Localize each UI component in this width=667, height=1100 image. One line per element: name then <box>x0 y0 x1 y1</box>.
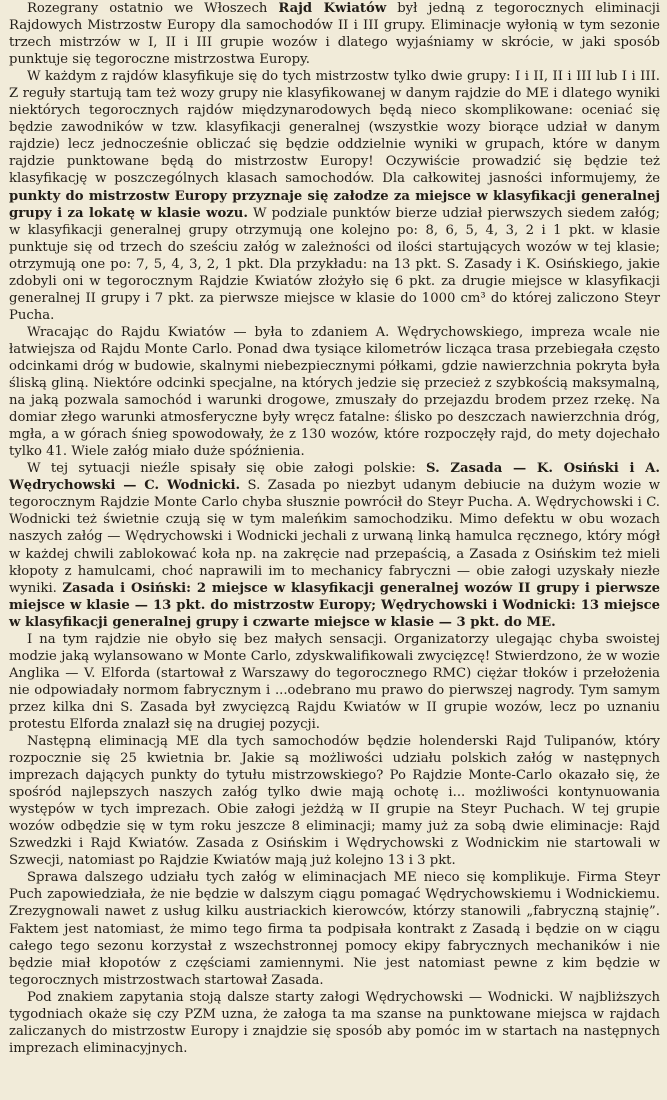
text-segment: W tej sytuacji nieźle spisały się obie załogi polskie: <box>27 461 427 477</box>
article-paragraph <box>9 733 660 869</box>
article-paragraph <box>9 324 660 460</box>
text-segment: Rozegrany ostatnio we Włoszech <box>27 1 279 16</box>
text-segment: I na tym rajdzie nie obyło się bez małych sensacji. Organizatorzy ulegając chyba swoistej modzie jaką wylansowano w Monte Carlo, zdyskwalifikowali zwycięzcę! Stwierdzono, że w wozie Anglika — V. Elforda (startował z Warszawy do tegorocznego RMC) ciężar tłoków i przełożenia nie odpowiadały normom fabrycznym i ...odebrano mu prawo do pierwszej nagrody. Tym samym przez kilka dni S. Zasada był zwycięzcą Rajdu Kwiatów w II grupie wozów, lecz po uznaniu protestu Elforda znalazł się na drugiej pozycji. <box>9 631 660 732</box>
article-paragraph <box>9 989 660 1057</box>
text-segment: Następną eliminacją ME dla tych samochodów będzie holenderski Rajd Tulipanów, który rozpocznie się 25 kwietnia br. Jakie są możliwości udziału polskich załóg w następnych imprezach dających punkty do tytułu mistrzowskiego? Po Rajdzie Monte-Carlo okazało się, że spośród najlepszych naszych załóg tylko dwie mają ochotę i... możliwości kontynuowania występów w tych imprezach. Obie załogi jeżdżą w II grupie na Steyr Puchach. W tej grupie wozów odbędzie się w tym roku jeszcze 8 eliminacji; mamy już za sobą dwie eliminacje: Rajd Szwedzki i Rajd Kwiatów. Zasada z Osińskim i Wędrychowski z Wodnickim nie startowali w Szwecji, natomiast po Rajdzie Kwiatów mają już kolejno 13 i 3 pkt. <box>9 734 660 869</box>
text-segment: Wracając do Rajdu Kwiatów — była to zdaniem A. Wędrychowskiego, impreza wcale nie łatwiejsza od Rajdu Monte Carlo. Ponad dwa tysiące kilometrów licząca trasa przebiegała często odcinkami dróg w budowie, skalnymi niebezpiecznymi półkami, gdzie nawierzchnia pokryta była śliską gliną. Niektóre odcinki specjalne, na których jedzie się przecież z szybkością maksymalną, na jaką pozwala samochód i warunki drogowe, zmuszały do przejazdu brodem przez rzekę. Na domiar złego warunki atmosferyczne były wręcz fatalne: ślisko po deszczach nawierzchnia dróg, mgła, a w górach śnieg spowodowały, że z 130 wozów, które rozpoczęły rajd, do mety dojechało tylko 41. Wiele załóg miało duże spóźnienia. <box>9 324 660 460</box>
article-paragraph <box>9 0 660 68</box>
bold-text-segment: punkty do mistrzostw Europy przyznaje się załodze za miejsce w klasyfikacji generalnej grupy i za lokatę w klasie wozu. <box>9 188 660 221</box>
article-paragraph <box>9 869 660 988</box>
article-paragraph <box>9 460 660 630</box>
bold-text-segment: Rajd Kwiatów <box>278 1 387 16</box>
article-paragraph <box>9 631 660 733</box>
text-segment: był jedną z tegorocznych eliminacji Rajdowych Mistrzostw Europy dla samochodów II i III grupy. Eliminacje wyłonią w tym sezonie trzech mistrzów w I, II i III grupie wozów i dlatego wyjaśniamy w skrócie, w jaki sposób punktuje się tegoroczne mistrzostwa Europy. <box>9 1 660 68</box>
text-segment: S. Zasada po niezbyt udanym debiucie na dużym wozie w tegorocznym Rajdzie Monte Carlo chyba słusznie powrócił do Steyr Pucha. A. Wędrychowski i C. Wodnicki też świetnie czują się w tym maleńkim samochodziku. Mimo defektu w obu wozach naszych załóg — Wędrychowski i Wodnicki jechali z urwaną linką hamulca ręcznego, który mógł w każdej chwili zablokować koła np. na zakręcie nad przepaścią, a Zasada z Osińskim też mieli kłopoty z hamulcami, choć naprawili im to mechanicy fabryczni — obie załogi uzyskały niezłe wyniki. <box>9 478 660 596</box>
bold-text-segment: Zasada i Osiński: 2 miejsce w klasyfikacji generalnej wozów II grupy i pierwsze miejsce w klasie — 13 pkt. do mistrzostw Europy; Wędrychowski i Wodnicki: 13 miejsce w klasyfikacji generalnej grupy i czwarte miejsce w klasie — 3 pkt. do ME. <box>9 580 661 630</box>
text-segment: Sprawa dalszego udziału tych załóg w eliminacjach ME nieco się komplikuje. Firma Steyr Puch zapowiedziała, że nie będzie w dalszym ciągu pomagać Wędrychowskiemu i Wodnickiemu. Zrezygnowali nawet z usług kilku austriackich kierowców, którzy stanowili „fabryczną stajnię”. Faktem jest natomiast, że mimo tego firma ta podpisała kontrakt z Zasadą i będzie on w ciągu całego tego sezonu korzystał z wszechstronnej pomocy ekipy fabrycznych mechaników i nie będzie miał kłopotów z częściami zamiennymi. Nie jest natomiast pewne z kim będzie w tegorocznych mistrzostwach startował Zasada. <box>9 870 660 988</box>
article-paragraph <box>9 68 660 324</box>
text-segment: W każdym z rajdów klasyfikuje się do tych mistrzostw tylko dwie grupy: I i II, II i III lub I i III. Z reguły startują tam też wozy grupy nie klasyfikowanej w danym rajdzie do ME i dlatego wyniki niektórych tegorocznych rajdów międzynarodowych będą nieco skomplikowane: oceniać się będzie zawodników w tzw. klasyfikacji generalnej (wszystkie wozy biorące udział w danym rajdzie) lecz jednocześnie obliczać się będzie oddzielnie wyniki w grupach, które w danym rajdzie punktowane będą do mistrzostw Europy! Oczywiście prowadzić się będzie też klasyfikację w poszczególnych klasach samochodów. Dla całkowitej jasności informujemy, że <box>9 69 660 187</box>
text-segment: W podziale punktów bierze udział pierwszych siedem załóg; w klasyfikacji generalnej grupy otrzymują one kolejno po: 8, 6, 5, 4, 3, 2 i 1 pkt. w klasie punktuje się od trzech do sześciu załóg w zależności od ilości startujących wozów w tej klasie; otrzymują one po: 7, 5, 4, 3, 2, 1 pkt. Dla przykładu: na 13 pkt. S. Zasady i K. Osińskiego, jakie zdobyli oni w tegorocznym Rajdzie Kwiatów złożyło się 6 pkt. za drugie miejsce w klasyfikacji generalnej II grupy i 7 pkt. za pierwsze miejsce w klasie do 1000 cm³ do której zaliczono Steyr Pucha. <box>9 205 660 323</box>
bold-text-segment: S. Zasada — K. Osiński i A. Wędrychowski — C. Wodnicki. <box>9 461 660 494</box>
text-segment: Pod znakiem zapytania stoją dalsze starty załogi Wędrychowski — Wodnicki. W najbliższych tygodniach okaże się czy PZM uzna, że załoga ta ma szanse na punktowane miejsca w rajdach zaliczanych do mistrzostw Europy i znajdzie się sposób aby pomóc im w startach na następnych imprezach eliminacyjnych. <box>9 989 660 1056</box>
